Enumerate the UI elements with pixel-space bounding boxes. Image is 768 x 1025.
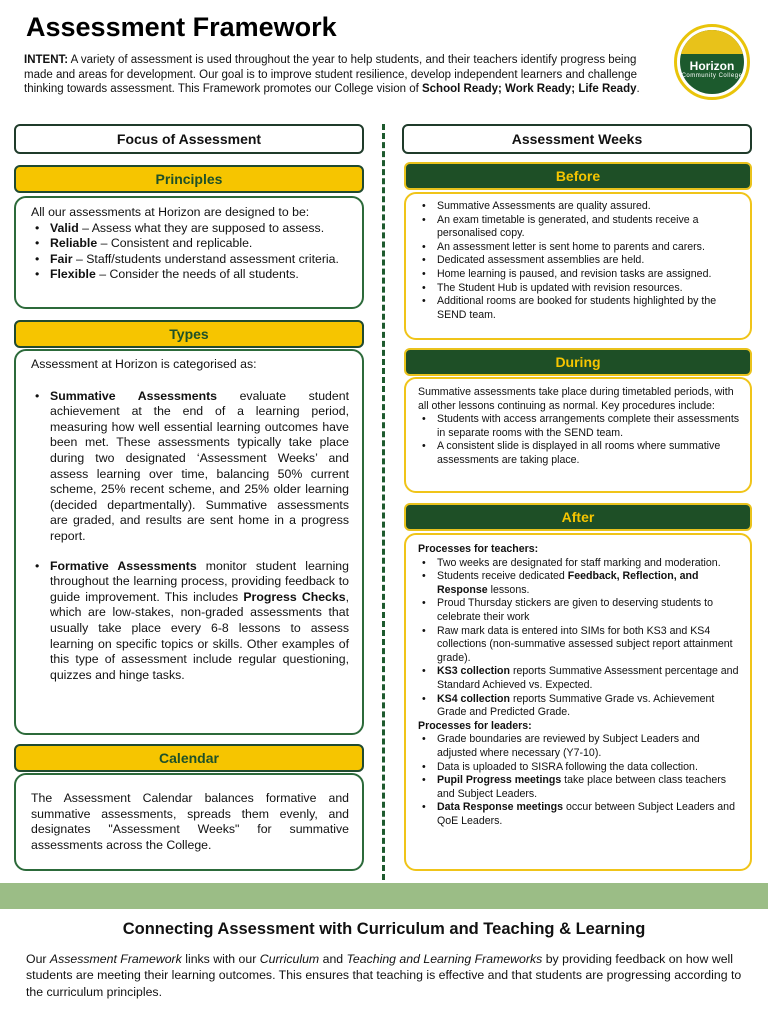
- leader-item: [418, 801, 740, 828]
- intent-paragraph: [24, 53, 660, 97]
- footer-italic: Assessment Framework: [49, 952, 182, 966]
- leader-bold: Pupil Progress meetings: [437, 774, 562, 787]
- formative-text-1: monitor student learning throughout the learning process, providing feedback to guide improvement. This includes: [50, 558, 349, 604]
- footer-italic: Curriculum: [259, 952, 320, 966]
- logo-name: Horizon: [689, 59, 735, 73]
- principle-text: – Consistent and replicable.: [97, 236, 253, 251]
- during-box: [404, 377, 752, 493]
- before-item: • An exam timetable is generated, and students receive a personalised copy.: [418, 214, 740, 241]
- principle-text: – Assess what they are supposed to assess.: [78, 220, 325, 235]
- principle-item: [31, 252, 349, 268]
- before-heading: Before: [404, 162, 752, 190]
- formative-term: Formative Assessments: [50, 558, 197, 573]
- teacher-item: • Proud Thursday stickers are given to deserving students to celebrate their work: [418, 597, 740, 624]
- types-list: [31, 389, 349, 684]
- principle-item: [31, 267, 349, 283]
- intent-label: INTENT:: [24, 54, 69, 66]
- teacher-text: reports Summative Assessment percentage and Standard Achieved vs. Expected.: [437, 665, 739, 691]
- principle-item: [31, 221, 349, 237]
- teacher-bold: KS4 collection: [437, 692, 510, 705]
- during-heading: During: [404, 348, 752, 376]
- teacher-item: • Raw mark data is entered into SIMs for both KS3 and KS4 collections (non-summative assessed subject report attainment grade).: [418, 625, 740, 666]
- principle-text: – Consider the needs of all students.: [95, 267, 299, 282]
- logo-subtitle: Community College: [681, 73, 743, 79]
- principle-item: [31, 236, 349, 252]
- during-item: • Students with access arrangements complete their assessments in separate rooms with the SEND team.: [418, 413, 740, 440]
- before-item: • Dedicated assessment assemblies are held.: [418, 254, 740, 268]
- college-logo: [674, 24, 750, 100]
- before-item: • Additional rooms are booked for students highlighted by the SEND team.: [418, 295, 740, 322]
- college-vision: School Ready; Work Ready; Life Ready: [421, 83, 637, 96]
- teacher-text: lessons.: [487, 583, 530, 596]
- logo-badge: [680, 30, 744, 94]
- types-box: [14, 349, 364, 735]
- after-box: [404, 533, 752, 871]
- teachers-list: [418, 557, 740, 720]
- progress-checks-term: Progress Checks: [243, 589, 346, 604]
- leader-item: [418, 774, 740, 801]
- formative-item: [31, 559, 349, 684]
- before-list: [418, 200, 740, 322]
- summative-text: evaluate student achievement at the end of a learning period, measuring how well essential learning outcomes have been met. These assessments typically take place during two designated ‘Assessment Weeks’ and assess learning over time, balancing 50% current scheme, 25% recent scheme, and 25% older learning (decided departmentally). Summative assessments are graded, and results are sent home in a progress report.: [50, 388, 349, 543]
- footer-title: Connecting Assessment with Curriculum and Teaching & Learning: [122, 920, 646, 938]
- leader-item: • Data is uploaded to SISRA following the data collection.: [418, 761, 740, 775]
- principle-term: Reliable: [50, 236, 98, 251]
- calendar-heading: Calendar: [14, 744, 364, 772]
- footer-paragraph: [26, 951, 746, 1000]
- principles-box: [14, 196, 364, 309]
- calendar-text: The Assessment Calendar balances formative and summative assessments, spreads them evenly, and designates "Assessment Weeks" for summative assessments across the College.: [31, 791, 349, 852]
- footer-text: links with our: [181, 952, 260, 966]
- types-heading: Types: [14, 320, 364, 348]
- page-title: Assessment Framework: [26, 12, 337, 42]
- summative-term: Summative Assessments: [50, 388, 218, 403]
- logo-sky: [680, 30, 744, 54]
- after-heading: After: [404, 503, 752, 531]
- during-lead: Summative assessments take place during timetabled periods, with all other lessons continuing as normal. Key procedures include:: [418, 386, 734, 412]
- during-list: [418, 413, 740, 467]
- during-item: • A consistent slide is displayed in all rooms where summative assessments are taking place.: [418, 440, 740, 467]
- principles-list: [31, 221, 349, 283]
- leader-text: take place between class teachers and Subject Leaders.: [437, 774, 727, 800]
- teacher-item: [418, 570, 740, 597]
- section-divider-band: [0, 883, 768, 909]
- before-box: [404, 192, 752, 340]
- leader-item: • Grade boundaries are reviewed by Subject Leaders and adjusted where necessary (Y7-10).: [418, 733, 740, 760]
- intent-end: .: [636, 83, 640, 96]
- teacher-item: [418, 665, 740, 692]
- principle-term: Valid: [50, 220, 79, 235]
- before-item: • The Student Hub is updated with revision resources.: [418, 282, 740, 296]
- principle-term: Flexible: [50, 267, 96, 282]
- formative-text-2: , which are low-stakes, non-graded assessments that usually take place every 6-8 lessons to assess learning on specific topics or skills. Other examples of this type of assessment include regular questioning, quizzes and hinge tasks.: [50, 589, 349, 682]
- types-lead: Assessment at Horizon is categorised as:: [31, 357, 257, 371]
- footer-text: by providing feedback on how well students are meeting their learning outcomes. This ensures that teaching is effective and that students are progressing according to the curriculum principles.: [26, 952, 742, 999]
- leaders-processes-label: Processes for leaders:: [418, 719, 532, 732]
- principle-term: Fair: [50, 251, 73, 266]
- footer-text: Our: [26, 952, 50, 966]
- principle-text: – Staff/students understand assessment criteria.: [72, 251, 339, 266]
- before-item: • Summative Assessments are quality assured.: [418, 200, 740, 214]
- teacher-item: • Two weeks are designated for staff marking and moderation.: [418, 557, 740, 571]
- teacher-item: [418, 693, 740, 720]
- teacher-text: reports Summative Grade vs. Achievement Grade and Predicted Grade.: [437, 692, 715, 719]
- leader-bold: Data Response meetings: [437, 801, 563, 814]
- footer-italic: Teaching and Learning Frameworks: [346, 952, 543, 966]
- before-item: • An assessment letter is sent home to parents and carers.: [418, 241, 740, 255]
- footer-text: and: [319, 952, 347, 966]
- teacher-bold: KS3 collection: [437, 665, 510, 678]
- leader-text: occur between Subject Leaders and QoE Leaders.: [437, 801, 735, 827]
- leaders-list: [418, 733, 740, 828]
- column-divider: [382, 124, 385, 880]
- intent-text: A variety of assessment is used throughout the year to help students, and their teachers identify progress being made and areas for development. Our goal is to improve student resilience, develop independent learners and challenge thinking towards assessment. This Framework promotes our College vision of: [24, 54, 638, 96]
- teacher-bold: Feedback, Reflection, and Response: [437, 570, 699, 596]
- focus-of-assessment-title: Focus of Assessment: [14, 124, 364, 154]
- teacher-text: Students receive dedicated: [437, 570, 568, 583]
- principles-heading: Principles: [14, 165, 364, 193]
- before-item: • Home learning is paused, and revision tasks are assigned.: [418, 268, 740, 282]
- teachers-processes-label: Processes for teachers:: [418, 543, 539, 555]
- calendar-box: [14, 773, 364, 871]
- principles-lead: All our assessments at Horizon are designed to be:: [31, 205, 310, 219]
- assessment-weeks-title: Assessment Weeks: [402, 124, 752, 154]
- summative-item: [31, 389, 349, 545]
